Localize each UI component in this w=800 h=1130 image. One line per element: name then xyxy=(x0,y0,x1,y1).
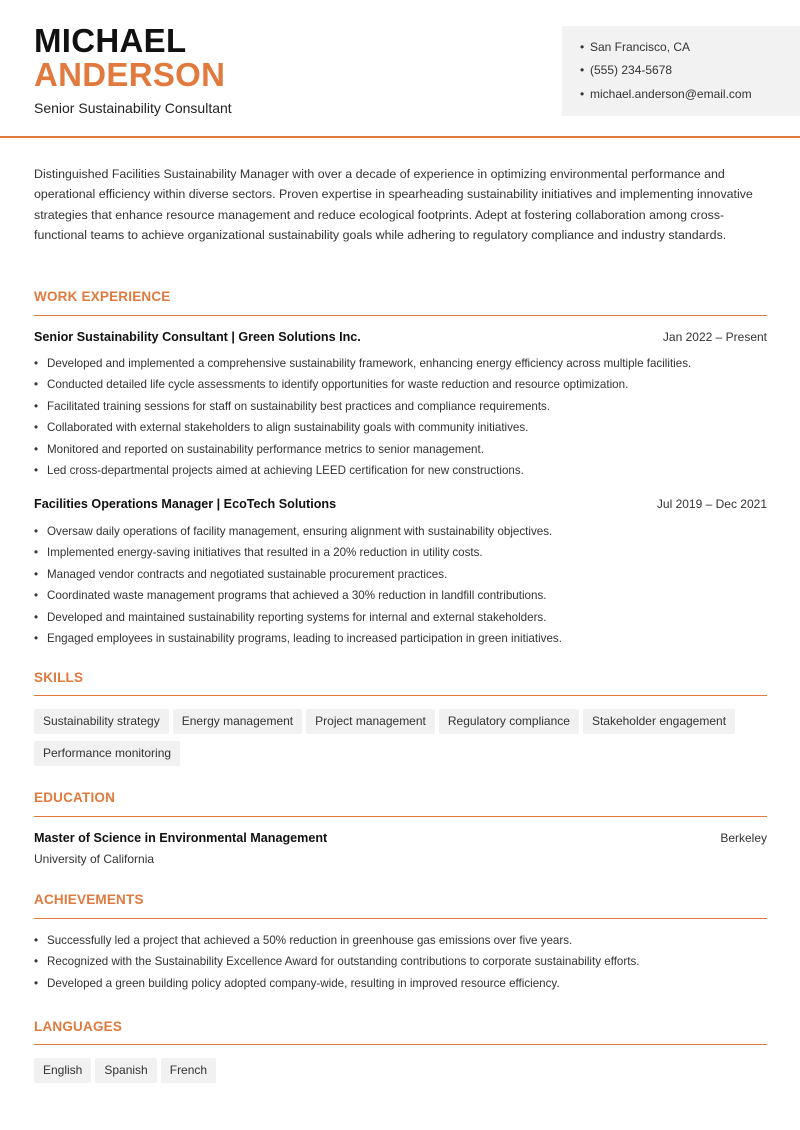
list-item: • Recognized with the Sustainability Excellence Award for outstanding contributions to corporate sustainability efforts. xyxy=(34,954,769,975)
contact-phone xyxy=(580,63,672,77)
job-bullets xyxy=(34,356,769,484)
list-item: • Collaborated with external stakeholders to align sustainability goals with community initiatives. xyxy=(34,420,769,441)
list-item: • Monitored and reported on sustainability performance metrics to senior management. xyxy=(34,442,769,463)
skill-chip: Sustainability strategy xyxy=(34,709,169,734)
section-divider xyxy=(34,1044,767,1045)
education-degree: Master of Science in Environmental Management xyxy=(34,831,328,845)
contact-location xyxy=(580,40,690,54)
list-item: • Conducted detailed life cycle assessments to identify opportunities for waste reduction and resource optimization. xyxy=(34,377,769,398)
language-chip: French xyxy=(161,1058,216,1083)
list-item: • Coordinated waste management programs that achieved a 30% reduction in landfill contributions. xyxy=(34,588,769,609)
section-title-skills: SKILLS xyxy=(34,670,84,685)
contact-box xyxy=(562,26,800,116)
list-item: • Led cross-departmental projects aimed at achieving LEED certification for new constructions. xyxy=(34,463,769,484)
section-title-education: EDUCATION xyxy=(34,790,116,805)
skill-chip: Energy management xyxy=(173,709,302,734)
first-name: MICHAEL xyxy=(34,22,187,59)
skill-chip: Performance monitoring xyxy=(34,741,180,766)
section-divider xyxy=(34,315,767,316)
list-item: • Successfully led a project that achieved a 50% reduction in greenhouse gas emissions over five years. xyxy=(34,933,769,954)
list-item: • Oversaw daily operations of facility management, ensuring alignment with sustainability objectives. xyxy=(34,524,769,545)
section-divider xyxy=(34,695,767,696)
job-dates: Jul 2019 – Dec 2021 xyxy=(656,497,767,511)
contact-phone-text: (555) 234-5678 xyxy=(590,63,673,77)
summary-paragraph: Distinguished Facilities Sustainability Manager with over a decade of experience in optimizing environmental performance and operational efficiency within diverse sectors. Proven expertise in spearheading sustainability initiatives and implementing innovative strategies that enhance resource management and reduce ecological footprints. Adept at fostering collaboration among cross-functional teams to achieve organizational sustainability goals while adhering to regulatory compliance and industry standards. xyxy=(34,167,753,243)
section-divider xyxy=(34,816,767,817)
skills-list xyxy=(34,709,774,773)
list-item: • Implemented energy-saving initiatives that resulted in a 20% reduction in utility costs. xyxy=(34,545,769,566)
job-title: Senior Sustainability Consultant xyxy=(34,100,232,116)
languages-list xyxy=(34,1058,774,1090)
section-title-achievements: ACHIEVEMENTS xyxy=(34,892,144,907)
job-role: Facilities Operations Manager | EcoTech Solutions xyxy=(34,497,337,511)
list-item: • Developed and implemented a comprehensive sustainability framework, enhancing energy efficiency across multiple facilities. xyxy=(34,356,769,377)
contact-email-text: michael.anderson@email.com xyxy=(590,87,752,101)
skill-chip: Regulatory compliance xyxy=(439,709,579,734)
bullet-icon: • xyxy=(580,87,585,101)
language-chip: English xyxy=(34,1058,91,1083)
job-bullets xyxy=(34,524,769,652)
section-title-languages: LANGUAGES xyxy=(34,1019,123,1034)
job-header xyxy=(34,330,767,344)
skill-chip: Project management xyxy=(306,709,435,734)
education-location: Berkeley xyxy=(720,831,767,845)
resume-header xyxy=(0,0,800,138)
achievements-list xyxy=(34,933,769,997)
list-item: • Facilitated training sessions for staff on sustainability best practices and compliance requirements. xyxy=(34,399,769,420)
contact-email xyxy=(580,87,752,101)
bullet-icon: • xyxy=(580,40,585,54)
job-role: Senior Sustainability Consultant | Green Solutions Inc. xyxy=(34,330,361,344)
list-item: • Developed a green building policy adopted company-wide, resulting in improved resource efficiency. xyxy=(34,976,769,997)
skill-chip: Stakeholder engagement xyxy=(583,709,735,734)
list-item: • Engaged employees in sustainability programs, leading to increased participation in green initiatives. xyxy=(34,631,769,652)
education-school: University of California xyxy=(34,852,155,866)
contact-location-text: San Francisco, CA xyxy=(590,40,691,54)
language-chip: Spanish xyxy=(95,1058,156,1083)
bullet-icon: • xyxy=(580,63,585,77)
section-title-work: WORK EXPERIENCE xyxy=(34,289,171,304)
list-item: • Developed and maintained sustainability reporting systems for internal and external stakeholders. xyxy=(34,610,769,631)
job-header xyxy=(34,497,767,511)
last-name: ANDERSON xyxy=(34,56,226,93)
job-dates: Jan 2022 – Present xyxy=(662,330,767,344)
section-divider xyxy=(34,918,767,919)
list-item: • Managed vendor contracts and negotiated sustainable procurement practices. xyxy=(34,567,769,588)
